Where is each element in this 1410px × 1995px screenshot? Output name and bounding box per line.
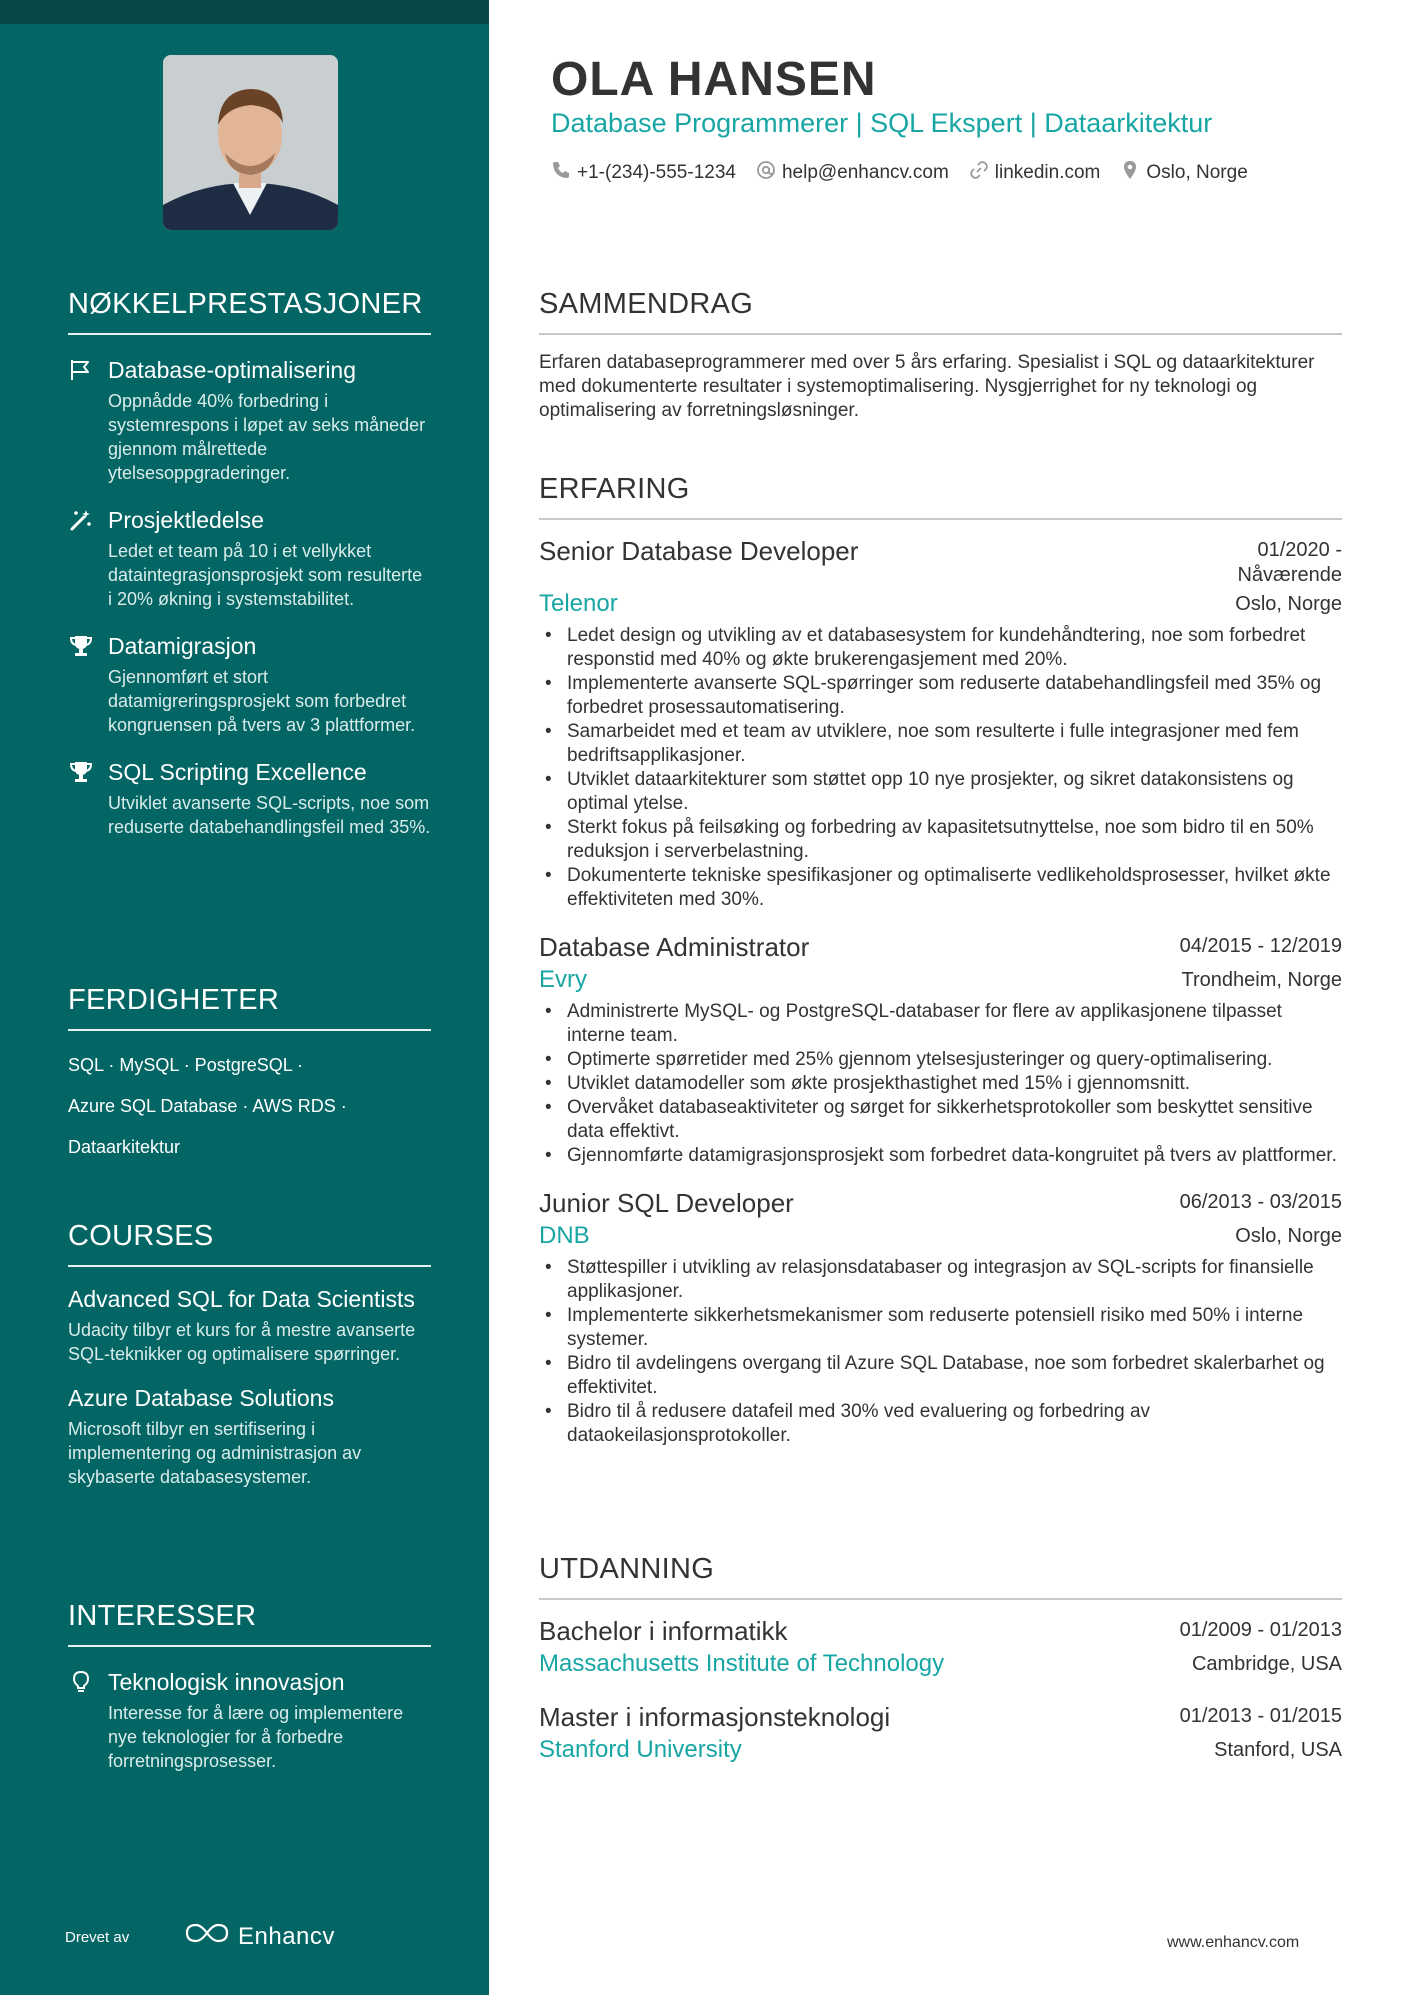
achievement-desc: Gjennomført et stort datamigreringsprosjekt som forbedret kongruensen på tvers av 3 plattformer.	[108, 667, 416, 735]
linkedin-text: linkedin.com	[994, 162, 1101, 183]
job-bullet: • Dokumenterte tekniske spesifikasjoner og optimaliserte vedlikeholdsprosesser, hvilket økte effektiviteten med 30%.	[539, 864, 1342, 912]
achievement-desc: Ledet et team på 10 i et vellykket dataintegrasjonsprosjekt som resulterte i 20% økning i systemstabilitet.	[108, 541, 423, 609]
achievement-desc: Utviklet avanserte SQL-scripts, noe som reduserte databehandlingsfeil med 35%.	[108, 793, 431, 837]
brand-logo[interactable]	[184, 1922, 335, 1951]
location-contact	[1120, 160, 1247, 186]
course-title: Azure Database Solutions	[68, 1385, 334, 1411]
job-company: Evry	[539, 966, 587, 993]
email-contact[interactable]	[756, 160, 949, 186]
summary-text: Erfaren databaseprogrammerer med over 5 års erfaring. Spesialist i SQL og dataarkitekturer med dokumenterte resultater i systemoptimalisering. Nysgjerrighet for ny teknologi og optimalisering av forretningsløsninger.	[539, 352, 1315, 421]
education-title: UTDANNING	[539, 1553, 1342, 1600]
job-company: Telenor	[539, 590, 618, 617]
course-desc: Microsoft tilbyr en sertifisering i implementering og administrasjon av skybaserte databasesystemer.	[68, 1419, 362, 1487]
candidate-subtitle: Database Programmerer | SQL Ekspert | Dataarkitektur	[551, 108, 1213, 138]
job-bullet: • Bidro til avdelingens overgang til Azure SQL Database, noe som forbedret skalerbarhet og effektivitet.	[539, 1352, 1342, 1400]
achievement-item	[68, 631, 431, 737]
profile-photo	[163, 55, 338, 230]
achievements-title: NØKKELPRESTASJONER	[68, 288, 431, 335]
phone-icon	[551, 160, 571, 186]
course-title: Advanced SQL for Data Scientists	[68, 1286, 415, 1312]
achievement-desc: Oppnådde 40% forbedring i systemrespons i løpet av seks måneder gjennom målrettede ytelsesoppgraderinger.	[108, 391, 426, 483]
sidebar	[0, 0, 489, 1995]
job-bullet: • Overvåket databaseaktiviteter og sørget for sikkerhetsprotokoller som beskyttet sensitive data effektivt.	[539, 1096, 1342, 1144]
job-location: Oslo, Norge	[1235, 1225, 1342, 1247]
course-item	[68, 1285, 431, 1366]
school-name: Stanford University	[539, 1736, 742, 1763]
job-bullet: • Gjennomførte datamigrasjonsprosjekt som forbedret data-kongruitet på tvers av plattformer.	[539, 1144, 1342, 1168]
achievement-title: Prosjektledelse	[108, 507, 264, 533]
location-text: Oslo, Norge	[1146, 162, 1248, 183]
interests-title: INTERESSER	[68, 1600, 431, 1647]
skills-line: Dataarkitektur	[68, 1137, 181, 1157]
experience-section	[539, 473, 1342, 1448]
flag-icon	[68, 357, 94, 383]
job-title: Junior SQL Developer	[539, 1188, 794, 1218]
job-bullets	[539, 624, 1342, 912]
achievement-item	[68, 505, 431, 611]
education-date: 01/2009 - 01/2013	[1179, 1619, 1342, 1641]
sidebar-top-bar	[0, 0, 489, 24]
phone-text: +1-(234)-555-1234	[577, 162, 736, 183]
job-item	[539, 1186, 1342, 1448]
brand-name: Enhancv	[238, 1922, 335, 1950]
achievement-title: Datamigrasjon	[108, 633, 257, 659]
achievement-title: Database-optimalisering	[108, 357, 357, 383]
job-date	[1237, 534, 1342, 588]
email-text: help@enhancv.com	[781, 162, 949, 183]
courses-title: COURSES	[68, 1220, 431, 1267]
job-bullet: • Ledet design og utvikling av et databasesystem for kundehåndtering, noe som forbedret responstid med 40% og økte brukerengasjement med 20%.	[539, 624, 1342, 672]
candidate-name: OLA HANSEN	[551, 53, 877, 106]
education-date: 01/2013 - 01/2015	[1179, 1705, 1342, 1727]
job-bullet: • Støttespiller i utvikling av relasjonsdatabaser og integrasjon av SQL-scripts for finansielle applikasjoner.	[539, 1256, 1342, 1304]
job-bullet: • Optimerte spørretider med 25% gjennom ytelsesjusteringer og query-optimalisering.	[539, 1048, 1342, 1072]
job-bullet: • Administrerte MySQL- og PostgreSQL-databaser for flere av applikasjonene tilpasset interne team.	[539, 1000, 1342, 1048]
skills-line: Azure SQL Database · AWS RDS ·	[68, 1096, 347, 1116]
linkedin-contact[interactable]	[969, 160, 1101, 186]
lightbulb-icon	[68, 1669, 94, 1695]
job-date-end: Nåværende	[1237, 564, 1342, 586]
trophy-icon	[68, 759, 94, 785]
link-icon	[969, 160, 989, 186]
job-bullets	[539, 1000, 1342, 1168]
degree-title: Master i informasjonsteknologi	[539, 1702, 891, 1732]
summary-title: SAMMENDRAG	[539, 288, 1342, 335]
job-title: Database Administrator	[539, 932, 810, 962]
infinity-icon	[184, 1922, 230, 1951]
job-bullet: • Utviklet datamodeller som økte prosjekthastighet med 15% i gjennomsnitt.	[539, 1072, 1342, 1096]
job-bullet: • Implementerte sikkerhetsmekanismer som reduserte potensiell risiko med 50% i interne systemer.	[539, 1304, 1342, 1352]
magic-wand-icon	[68, 507, 94, 533]
course-desc: Udacity tilbyr et kurs for å mestre avanserte SQL-teknikker og optimalisere spørringer.	[68, 1320, 416, 1364]
achievements-section	[68, 288, 431, 839]
at-icon	[756, 160, 776, 186]
job-item	[539, 930, 1342, 1168]
school-name: Massachusetts Institute of Technology	[539, 1650, 945, 1677]
contact-bar	[551, 160, 1248, 186]
school-location: Stanford, USA	[1214, 1739, 1342, 1761]
education-section	[539, 1553, 1342, 1766]
job-bullet: • Utviklet dataarkitekturer som støttet opp 10 nye prosjekter, og sikret datakonsistens og optimal ytelse.	[539, 768, 1342, 816]
interest-desc: Interesse for å lære og implementere nye teknologier for å forbedre forretningsprosesser.	[108, 1703, 404, 1771]
course-item	[68, 1384, 431, 1489]
education-item	[539, 1614, 1342, 1680]
job-date-start: 01/2020 -	[1257, 539, 1342, 561]
degree-title: Bachelor i informatikk	[539, 1616, 788, 1646]
job-bullet: • Samarbeidet med et team av utviklere, noe som resulterte i fulle integrasjoner med fem bedriftsapplikasjoner.	[539, 720, 1342, 768]
achievement-item	[68, 757, 431, 839]
job-location: Oslo, Norge	[1235, 593, 1342, 615]
powered-by-label: Drevet av	[65, 1929, 130, 1946]
courses-section	[68, 1220, 431, 1489]
interest-title: Teknologisk innovasjon	[108, 1669, 345, 1695]
job-title: Senior Database Developer	[539, 536, 859, 566]
interests-section	[68, 1600, 431, 1773]
skills-line: SQL · MySQL · PostgreSQL ·	[68, 1055, 304, 1075]
job-date: 06/2013 - 03/2015	[1179, 1191, 1342, 1213]
job-bullet: • Implementerte avanserte SQL-spørringer som reduserte databehandlingsfeil med 35% og forbedret prosessautomatisering.	[539, 672, 1342, 720]
education-item	[539, 1700, 1342, 1766]
achievement-title: SQL Scripting Excellence	[108, 759, 367, 785]
skills-title: FERDIGHETER	[68, 984, 431, 1031]
skills-list	[68, 1045, 431, 1168]
job-bullets	[539, 1256, 1342, 1448]
experience-title: ERFARING	[539, 473, 1342, 520]
job-bullet: • Bidro til å redusere datafeil med 30% ved evaluering og forbedring av dataokeilasjonsprotokoller.	[539, 1400, 1342, 1448]
skills-section	[68, 984, 431, 1168]
school-location: Cambridge, USA	[1191, 1653, 1342, 1675]
trophy-icon	[68, 633, 94, 659]
interest-item	[68, 1667, 431, 1773]
summary-section	[539, 288, 1342, 423]
job-item	[539, 534, 1342, 912]
job-bullet: • Sterkt fokus på feilsøking og forbedring av kapasitetsutnyttelse, noe som bidro til en 50% reduksjon i serverbelastning.	[539, 816, 1342, 864]
location-pin-icon	[1120, 160, 1140, 186]
job-date: 04/2015 - 12/2019	[1179, 935, 1342, 957]
job-company: DNB	[539, 1222, 590, 1249]
achievement-item	[68, 355, 431, 485]
phone-contact[interactable]	[551, 160, 736, 186]
website-link[interactable]: www.enhancv.com	[1167, 1934, 1300, 1951]
job-location: Trondheim, Norge	[1181, 969, 1342, 991]
